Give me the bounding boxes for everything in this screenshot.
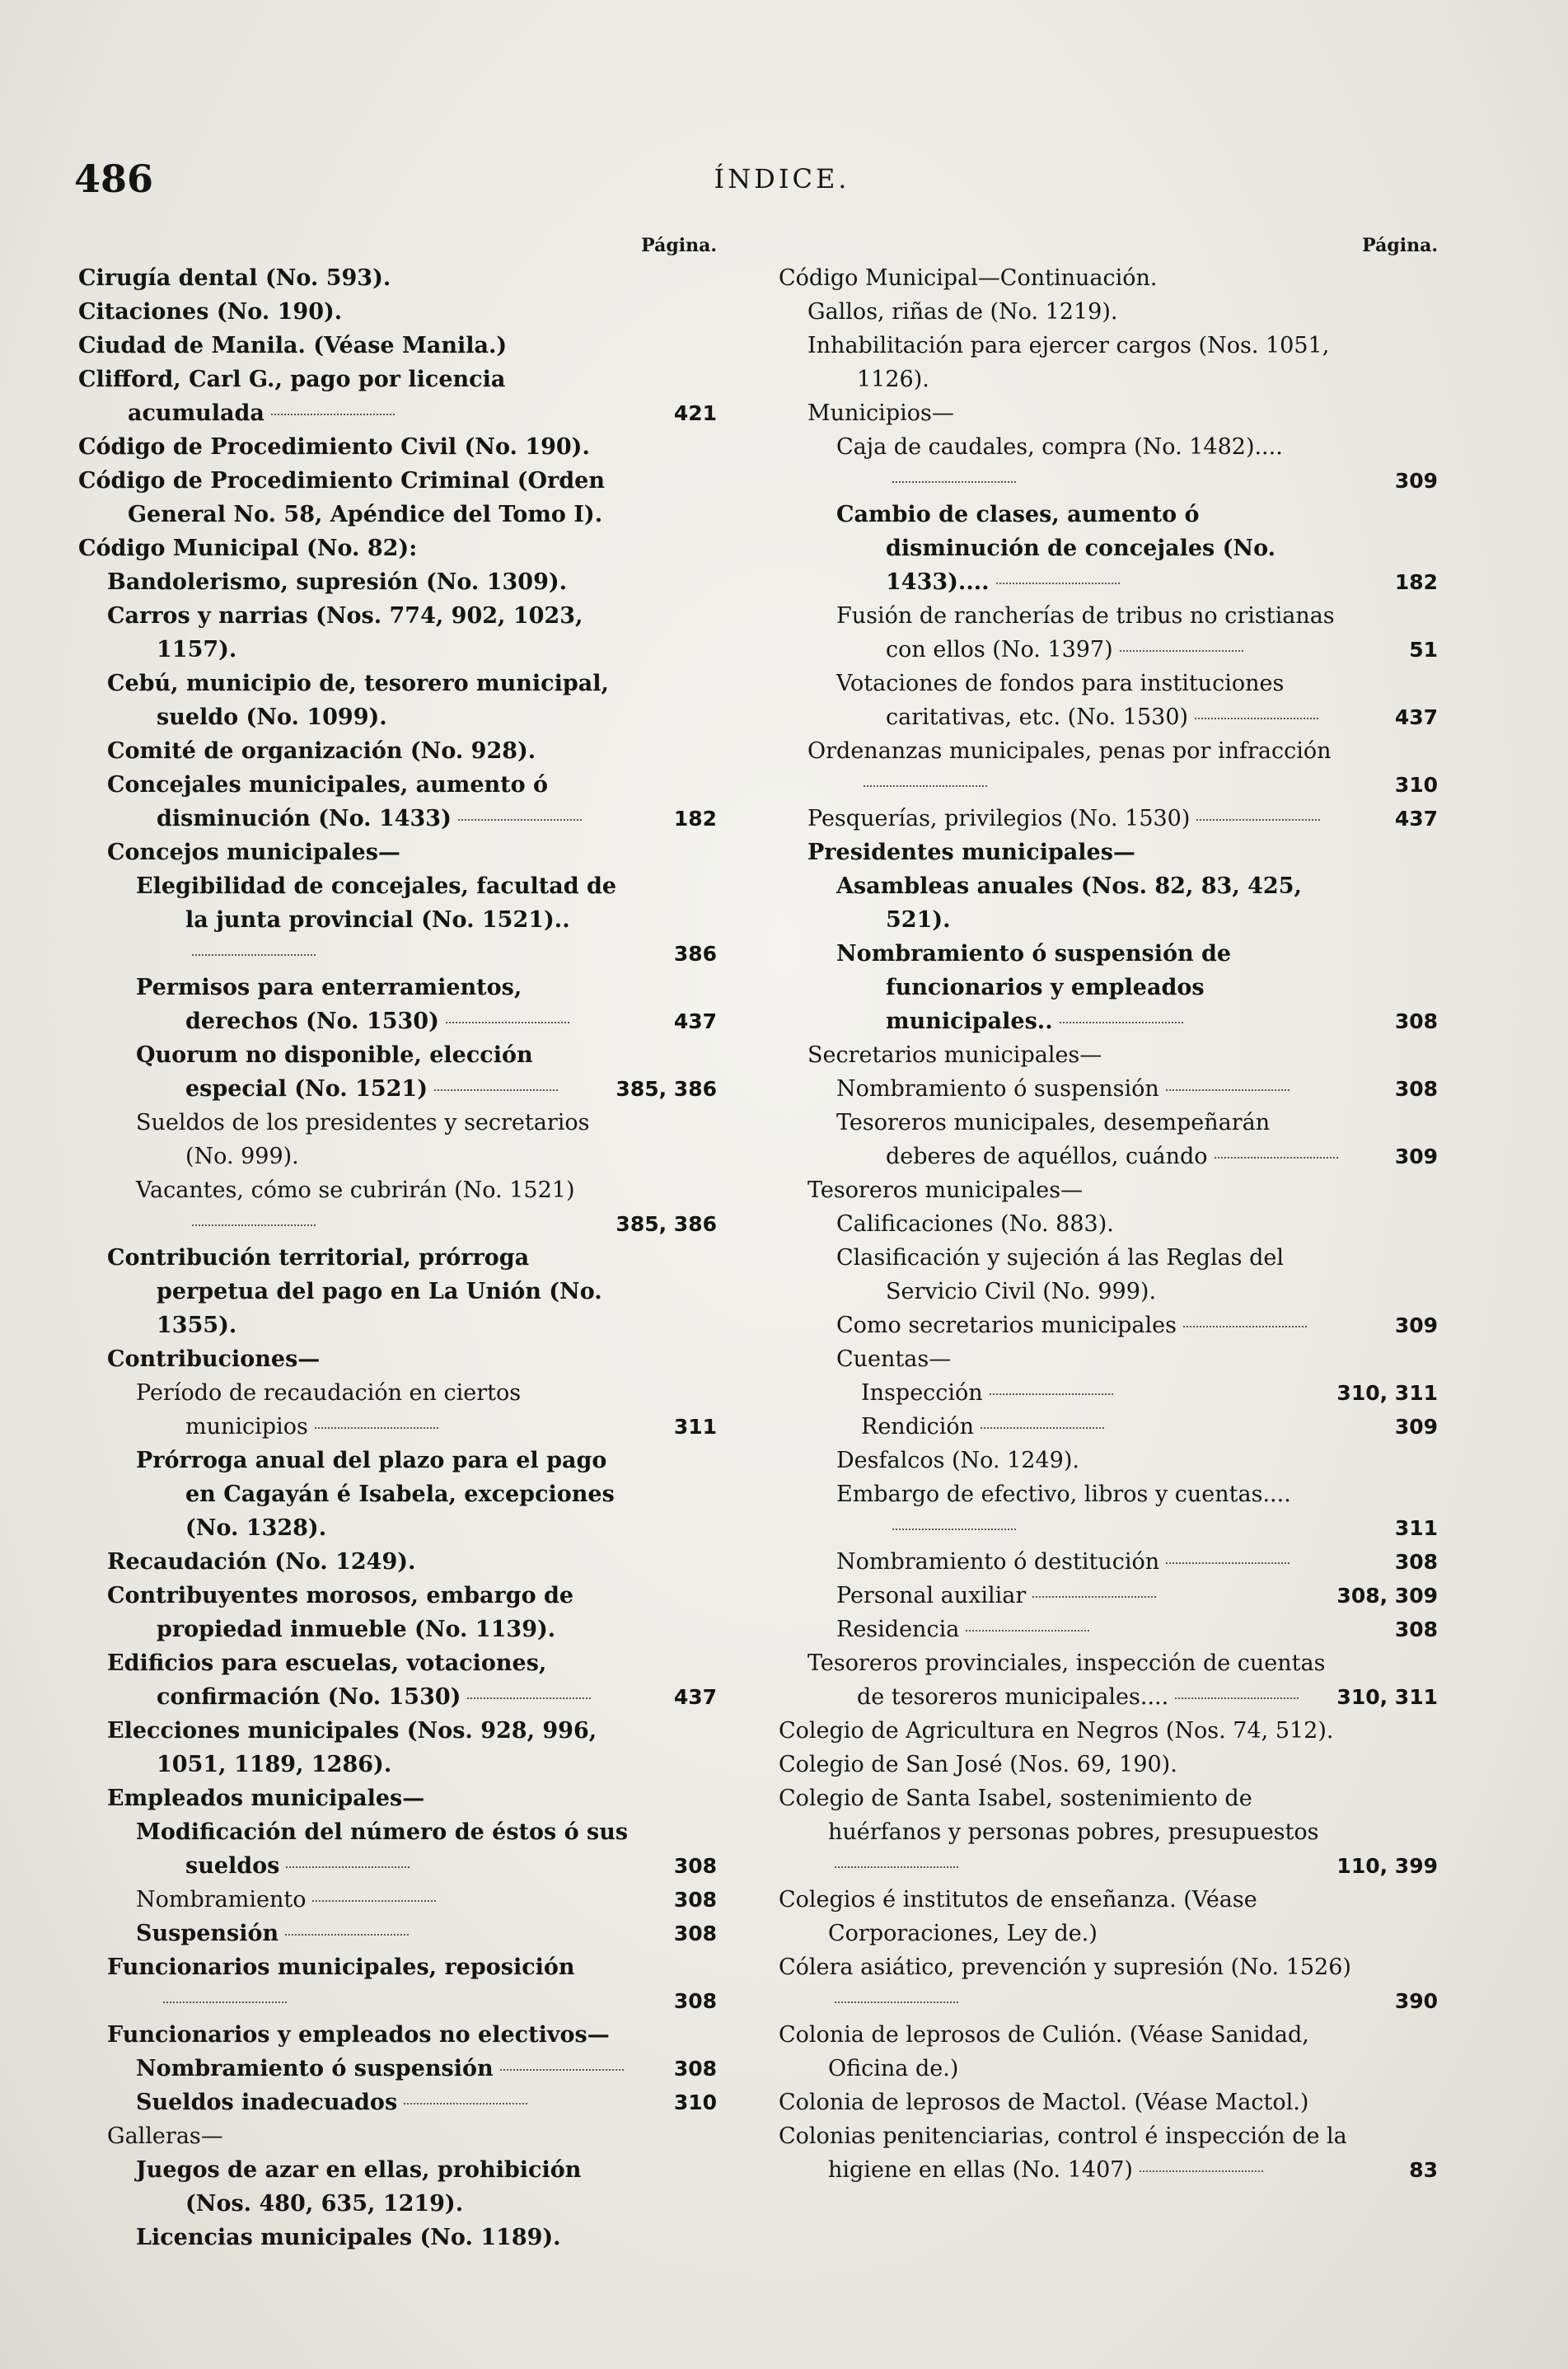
- index-entry-text: Tesoreros municipales, desempeñarán deberes de aquéllos, cuándo: [836, 1110, 1271, 1169]
- index-entry: [779, 869, 1438, 937]
- index-entry-page: 308: [1394, 1618, 1438, 1641]
- index-entry-page: 437: [673, 1685, 717, 1709]
- index-entry-page: 308: [1394, 1077, 1438, 1101]
- index-entry: [779, 836, 1438, 869]
- index-entry-text: Caja de caudales, compra (No. 1482)....: [836, 434, 1283, 460]
- index-entry: [779, 1883, 1438, 1950]
- index-entry-text: Clifford, Carl G., pago por licencia acumulada: [78, 367, 506, 426]
- running-title: ÍNDICE.: [714, 163, 850, 194]
- index-entry-text: Carros y narrias (Nos. 774, 902, 1023, 1157).: [107, 603, 583, 662]
- index-entry: [78, 565, 717, 599]
- index-entry: [78, 1545, 717, 1579]
- index-entry-page: 110, 399: [1336, 1854, 1438, 1878]
- index-entry-page: 385, 386: [615, 1212, 717, 1236]
- index-entry: [779, 1613, 1438, 1646]
- dot-leader: [996, 582, 1120, 584]
- index-entry: [779, 2119, 1438, 2187]
- index-entry-text: Sueldos de los presidentes y secretarios (No. 999).: [136, 1110, 590, 1169]
- index-entry-text: Edificios para escuelas, votaciones, confirmación (No. 1530): [107, 1650, 547, 1710]
- index-entry-page: 308: [673, 1989, 717, 2013]
- index-entry-page: 311: [1394, 1516, 1438, 1540]
- index-entry-text: Ordenanzas municipales, penas por infracción: [807, 738, 1332, 764]
- index-entry: [78, 363, 717, 430]
- index-entry-text: Cirugía dental (No. 593).: [78, 265, 391, 291]
- index-entry: [779, 1038, 1438, 1072]
- index-entry-text: Colonia de leprosos de Culión. (Véase Sanidad, Oficina de.): [779, 2022, 1309, 2081]
- index-entry-text: Desfalcos (No. 1249).: [836, 1448, 1079, 1473]
- index-entry-text: Colonias penitenciarias, control é inspección de la higiene en ellas (No. 1407): [779, 2123, 1347, 2183]
- index-entry: [78, 2086, 717, 2119]
- index-entry-text: Comité de organización (No. 928).: [107, 738, 536, 764]
- index-entry-text: Licencias municipales (No. 1189).: [136, 2225, 561, 2250]
- index-entry: [78, 1106, 717, 1173]
- dot-leader: [467, 1697, 591, 1699]
- index-entry: [78, 599, 717, 667]
- index-entry-text: Ciudad de Manila. (Véase Manila.): [78, 333, 508, 358]
- index-entry-text: Citaciones (No. 190).: [78, 299, 343, 325]
- dot-leader: [1196, 818, 1320, 821]
- index-entry-text: Prórroga anual del plazo para el pago en Cagayán é Isabela, excepciones (No. 1328).: [136, 1448, 615, 1541]
- index-entry-page: 51: [1409, 638, 1438, 662]
- index-entry: [779, 261, 1438, 295]
- index-entry: [779, 498, 1438, 599]
- index-entry: [779, 1781, 1438, 1883]
- dot-leader: [285, 1933, 409, 1936]
- index-entry-text: Colegios é institutos de enseñanza. (Véase Corporaciones, Ley de.): [779, 1887, 1257, 1946]
- index-entry-page: 309: [1394, 1313, 1438, 1337]
- index-entry-page: 437: [1394, 705, 1438, 729]
- dot-leader: [990, 1393, 1113, 1395]
- dot-leader: [434, 1089, 558, 1091]
- index-entry: [779, 1207, 1438, 1241]
- index-entry-text: Personal auxiliar: [836, 1583, 1027, 1608]
- index-entry-text: Concejales municipales, aumento ó disminución (No. 1433): [107, 772, 549, 831]
- index-entry-text: Funcionarios municipales, reposición: [107, 1955, 575, 1980]
- index-entry-text: Elecciones municipales (Nos. 928, 996, 1051, 1189, 1286).: [107, 1718, 597, 1777]
- dot-leader: [446, 1021, 569, 1023]
- index-entry-text: Código de Procedimiento Criminal (Orden General No. 58, Apéndice del Tomo I).: [78, 468, 605, 527]
- index-entry: [78, 1173, 717, 1241]
- index-entry-text: Gallos, riñas de (No. 1219).: [807, 299, 1118, 325]
- dot-leader: [981, 1426, 1104, 1429]
- index-entry: [78, 1579, 717, 1646]
- index-entry: [78, 1883, 717, 1917]
- index-entry-text: Colonia de leprosos de Mactol. (Véase Mactol.): [779, 2090, 1309, 2115]
- index-entry: [779, 295, 1438, 329]
- dot-leader: [966, 1629, 1089, 1632]
- index-entry: [78, 261, 717, 295]
- index-entry-text: Contribución territorial, prórroga perpetua del pago en La Unión (No. 1355).: [107, 1245, 602, 1338]
- index-entry-text: Tesoreros provinciales, inspección de cuentas de tesoreros municipales....: [807, 1650, 1326, 1710]
- index-entry-text: Nombramiento: [136, 1887, 307, 1913]
- index-entry: [779, 1410, 1438, 1444]
- index-entry: [779, 1714, 1438, 1748]
- dot-leader: [1215, 1156, 1338, 1159]
- index-entry-text: Vacantes, cómo se cubrirán (No. 1521): [136, 1177, 575, 1203]
- index-entry-text: Inhabilitación para ejercer cargos (Nos. 1051, 1126).: [807, 333, 1330, 392]
- dot-leader: [1195, 717, 1318, 719]
- dot-leader: [192, 1224, 316, 1226]
- index-entry-page: 385, 386: [615, 1077, 717, 1101]
- page-column-label: Página.: [641, 235, 717, 256]
- index-entry: [78, 430, 717, 464]
- index-entry: [78, 869, 717, 971]
- index-entry-text: Empleados municipales—: [107, 1786, 425, 1811]
- dot-leader: [1140, 2170, 1263, 2172]
- dot-leader: [892, 480, 1016, 483]
- dot-leader: [1120, 649, 1243, 652]
- index-entry: [779, 667, 1438, 734]
- index-entry-page: 309: [1394, 1415, 1438, 1439]
- dot-leader: [835, 2001, 958, 2003]
- index-entry: [779, 802, 1438, 836]
- dot-leader: [1060, 1021, 1183, 1023]
- index-entry: [779, 1477, 1438, 1545]
- index-entry: [779, 937, 1438, 1038]
- index-entry: [78, 768, 717, 836]
- dot-leader: [404, 2102, 527, 2104]
- index-entry-page: 421: [673, 401, 717, 425]
- index-entry: [779, 1748, 1438, 1781]
- dot-leader: [835, 1866, 958, 1868]
- index-entry: [779, 1173, 1438, 1207]
- index-entry-page: 310, 311: [1336, 1381, 1438, 1405]
- index-entry-text: Calificaciones (No. 883).: [836, 1211, 1114, 1237]
- index-entry: [779, 1106, 1438, 1173]
- dot-leader: [315, 1426, 438, 1429]
- index-entry: [779, 1545, 1438, 1579]
- index-entry-text: Presidentes municipales—: [807, 840, 1135, 865]
- index-entry-text: Recaudación (No. 1249).: [107, 1549, 416, 1575]
- index-entry-text: Secretarios municipales—: [807, 1042, 1102, 1068]
- index-entry-page: 311: [673, 1415, 717, 1439]
- dot-leader: [286, 1866, 410, 1868]
- index-entry-list: [779, 261, 1438, 2187]
- dot-leader: [312, 1899, 436, 1902]
- index-entry-text: Cebú, municipio de, tesorero municipal, sueldo (No. 1099).: [107, 671, 609, 730]
- index-entry-text: Concejos municipales—: [107, 840, 400, 865]
- index-entry: [78, 1950, 717, 2018]
- index-entry: [779, 1376, 1438, 1410]
- index-entry: [78, 1038, 717, 1106]
- index-entry-page: 437: [1394, 807, 1438, 831]
- index-entry-text: Quorum no disponible, elección especial (No. 1521): [136, 1042, 533, 1102]
- index-entry-page: 310: [1394, 773, 1438, 797]
- page-number: 486: [74, 157, 154, 201]
- index-entry: [78, 464, 717, 531]
- index-entry: [78, 1781, 717, 1815]
- index-entry-text: Juegos de azar en ellas, prohibición (Nos. 480, 635, 1219).: [136, 2157, 582, 2217]
- dot-leader: [271, 413, 395, 415]
- dot-leader: [500, 2068, 624, 2071]
- index-entry-page: 308: [1394, 1009, 1438, 1033]
- index-entry: [78, 734, 717, 768]
- index-entry: [78, 329, 717, 363]
- index-entry: [779, 1072, 1438, 1106]
- index-entry-text: Asambleas anuales (Nos. 82, 83, 425, 521).: [836, 873, 1302, 933]
- index-entry-text: Galleras—: [107, 2123, 223, 2149]
- index-entry-text: Votaciones de fondos para instituciones caritativas, etc. (No. 1530): [836, 671, 1285, 730]
- page-header: [74, 157, 1490, 214]
- index-entry-text: Permisos para enterramientos, derechos (No. 1530): [136, 975, 522, 1034]
- index-entry-text: Cuentas—: [836, 1346, 952, 1372]
- index-entry-page: 182: [1394, 570, 1438, 594]
- index-entry-text: Nombramiento ó suspensión: [836, 1076, 1159, 1102]
- index-entry: [779, 1241, 1438, 1309]
- index-entry: [78, 1646, 717, 1714]
- index-entry-text: Cambio de clases, aumento ó disminución de concejales (No. 1433)....: [836, 502, 1276, 595]
- index-entry-text: Inspección: [861, 1380, 983, 1406]
- dot-leader: [163, 2001, 287, 2003]
- page-column-label: Página.: [1362, 235, 1438, 256]
- index-entry-page: 309: [1394, 1145, 1438, 1168]
- index-entry: [779, 2086, 1438, 2119]
- index-entry: [78, 1342, 717, 1376]
- dot-leader: [892, 1528, 1016, 1530]
- index-entry-text: Embargo de efectivo, libros y cuentas....: [836, 1482, 1291, 1507]
- index-entry: [779, 329, 1438, 396]
- index-entry-text: Nombramiento ó destitución: [836, 1549, 1160, 1575]
- index-entry: [78, 295, 717, 329]
- index-entry-text: Colegio de Santa Isabel, sostenimiento de huérfanos y personas pobres, presupuestos: [779, 1786, 1319, 1845]
- index-entry-text: Rendición: [861, 1414, 975, 1440]
- index-entry: [78, 2153, 717, 2221]
- index-entry: [779, 1950, 1438, 2018]
- index-entry-text: Tesoreros municipales—: [807, 1177, 1084, 1203]
- index-entry-text: Contribuciones—: [107, 1346, 321, 1372]
- index-entry: [779, 430, 1438, 498]
- index-entry: [78, 1376, 717, 1444]
- index-entry-page: 182: [673, 807, 717, 831]
- index-entry: [78, 1815, 717, 1883]
- index-entry: [779, 1309, 1438, 1342]
- index-entry-page: 308: [673, 2057, 717, 2081]
- index-entry-text: Código de Procedimiento Civil (No. 190).: [78, 434, 590, 460]
- index-entry-text: Nombramiento ó suspensión: [136, 2056, 494, 2081]
- index-entry: [78, 1241, 717, 1342]
- index-entry-text: Nombramiento ó suspensión de funcionarios y empleados municipales..: [836, 941, 1232, 1034]
- index-entry: [779, 1444, 1438, 1477]
- dot-leader: [1183, 1325, 1307, 1327]
- dot-leader: [1175, 1697, 1299, 1699]
- index-entry-page: 83: [1409, 2158, 1438, 2182]
- index-entry-page: 308, 309: [1336, 1584, 1438, 1608]
- index-entry-text: Colegio de San José (Nos. 69, 190).: [779, 1752, 1177, 1777]
- index-entry-text: Como secretarios municipales: [836, 1313, 1177, 1338]
- index-entry: [78, 531, 717, 565]
- index-entry: [779, 1342, 1438, 1376]
- dot-leader: [864, 784, 987, 787]
- index-entry-text: Funcionarios y empleados no electivos—: [107, 2022, 610, 2048]
- index-entry-text: Bandolerismo, supresión (No. 1309).: [107, 569, 568, 595]
- index-entry-text: Clasificación y sujeción á las Reglas del Servicio Civil (No. 999).: [836, 1245, 1285, 1304]
- index-entry: [78, 2221, 717, 2254]
- index-entry: [78, 2018, 717, 2052]
- index-entry: [779, 2018, 1438, 2086]
- index-entry: [779, 1579, 1438, 1613]
- index-entry-text: Período de recaudación en ciertos municipios: [136, 1380, 522, 1440]
- index-entry-text: Contribuyentes morosos, embargo de propiedad inmueble (No. 1139).: [107, 1583, 574, 1642]
- index-entry: [779, 396, 1438, 430]
- index-entry-text: Elegibilidad de concejales, facultad de la junta provincial (No. 1521)..: [136, 873, 617, 933]
- index-entry-text: Municipios—: [807, 400, 954, 426]
- dot-leader: [458, 818, 582, 821]
- index-entry-page: 308: [673, 1854, 717, 1878]
- index-entry: [78, 1917, 717, 1950]
- index-entry-page: 386: [673, 942, 717, 966]
- index-entry: [78, 1714, 717, 1781]
- index-entry-page: 310, 311: [1336, 1685, 1438, 1709]
- index-entry: [78, 836, 717, 869]
- index-entry: [78, 1444, 717, 1545]
- index-entry-page: 308: [673, 1888, 717, 1912]
- index-entry-text: Cólera asiático, prevención y supresión (No. 1526): [779, 1955, 1351, 1980]
- index-entry-page: 308: [1394, 1550, 1438, 1574]
- index-entry-text: Suspensión: [136, 1921, 279, 1946]
- index-entry: [78, 667, 717, 734]
- index-entry-text: Código Municipal—Continuación.: [779, 265, 1158, 291]
- index-entry: [779, 734, 1438, 802]
- index-entry-text: Fusión de rancherías de tribus no cristianas con ellos (No. 1397): [836, 603, 1335, 662]
- index-entry-text: Modificación del número de éstos ó sus sueldos: [136, 1819, 629, 1879]
- index-entry: [78, 2119, 717, 2153]
- index-entry-page: 309: [1394, 469, 1438, 493]
- index-entry-text: Sueldos inadecuados: [136, 2090, 398, 2115]
- index-entry-page: 390: [1394, 1989, 1438, 2013]
- index-entry-page: 308: [673, 1922, 717, 1945]
- dot-leader: [1166, 1561, 1290, 1564]
- dot-leader: [192, 953, 316, 956]
- index-entry: [779, 599, 1438, 667]
- index-column-right: [779, 235, 1438, 2187]
- index-entry-page: 310: [673, 2090, 717, 2114]
- index-column-left: [78, 235, 717, 2254]
- index-entry-list: [78, 261, 717, 2254]
- index-entry-text: Residencia: [836, 1617, 960, 1642]
- index-entry: [779, 1646, 1438, 1714]
- index-entry-text: Código Municipal (No. 82):: [78, 536, 418, 561]
- index-entry-page: 437: [673, 1009, 717, 1033]
- index-entry-text: Pesquerías, privilegios (No. 1530): [807, 806, 1191, 831]
- index-entry: [78, 2052, 717, 2086]
- index-entry-text: Colegio de Agricultura en Negros (Nos. 74, 512).: [779, 1718, 1334, 1744]
- index-entry: [78, 971, 717, 1038]
- dot-leader: [1166, 1089, 1290, 1091]
- dot-leader: [1032, 1595, 1156, 1598]
